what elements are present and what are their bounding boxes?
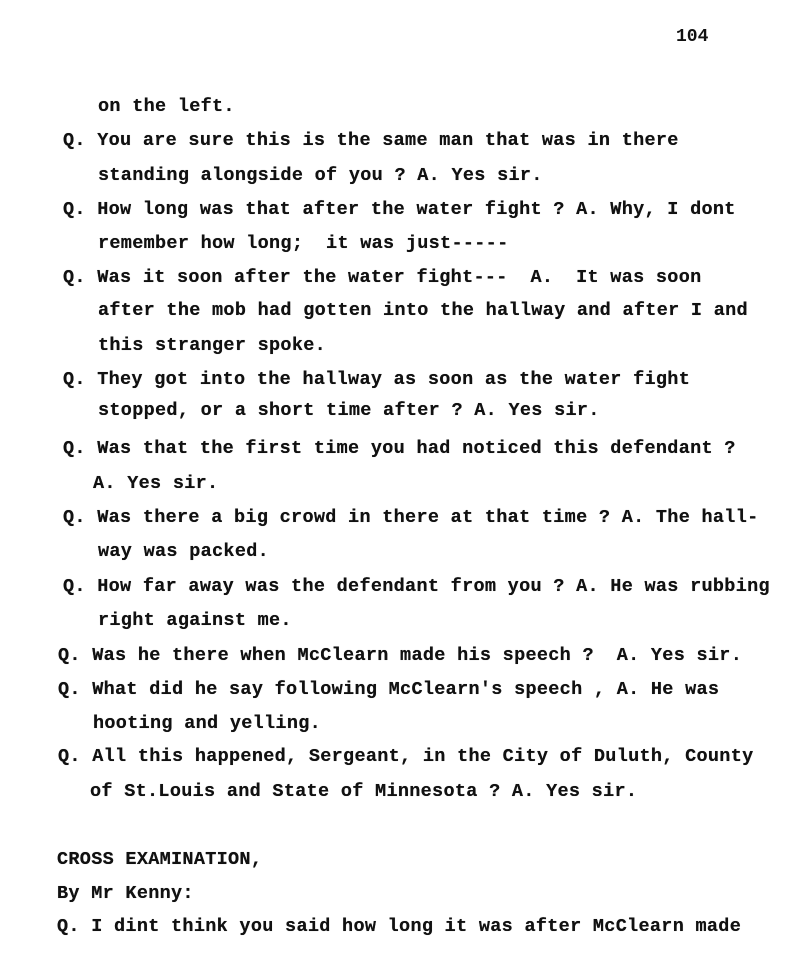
text-line: hooting and yelling.: [93, 713, 322, 734]
answer-line: A. Yes sir.: [93, 473, 219, 494]
text-line: remember how long; it was just-----: [98, 233, 509, 254]
question-line: Q. I dint think you said how long it was after McClearn made: [57, 916, 742, 937]
text-line: on the left.: [98, 96, 235, 117]
question-line: Q. Was it soon after the water fight--- A. It was soon: [63, 267, 702, 288]
question-line: Q. Was that the first time you had noticed this defendant ?: [63, 438, 736, 459]
page-number: 104: [676, 27, 709, 47]
text-line: standing alongside of you ? A. Yes sir.: [98, 165, 543, 186]
text-line: after the mob had gotten into the hallway and after I and: [98, 300, 748, 321]
question-line: Q. How far away was the defendant from you ? A. He was rubbing: [63, 576, 770, 597]
text-line: this stranger spoke.: [98, 335, 327, 356]
text-line: right against me.: [98, 610, 292, 631]
examiner-line: By Mr Kenny:: [57, 883, 194, 904]
question-line: Q. All this happened, Sergeant, in the City of Duluth, County: [58, 746, 754, 767]
question-line: Q. You are sure this is the same man that was in there: [63, 130, 679, 151]
text-line: stopped, or a short time after ? A. Yes sir.: [98, 400, 600, 421]
question-line: Q. How long was that after the water fight ? A. Why, I dont: [63, 199, 736, 220]
text-line: way was packed.: [98, 541, 270, 562]
question-line: Q. Was he there when McClearn made his speech ? A. Yes sir.: [58, 645, 743, 666]
section-heading: CROSS EXAMINATION,: [57, 849, 263, 870]
question-line: Q. They got into the hallway as soon as the water fight: [63, 369, 691, 390]
question-line: Q. Was there a big crowd in there at that time ? A. The hall-: [63, 507, 759, 528]
question-line: Q. What did he say following McClearn's speech , A. He was: [58, 679, 720, 700]
text-line: of St.Louis and State of Minnesota ? A. Yes sir.: [90, 781, 638, 802]
